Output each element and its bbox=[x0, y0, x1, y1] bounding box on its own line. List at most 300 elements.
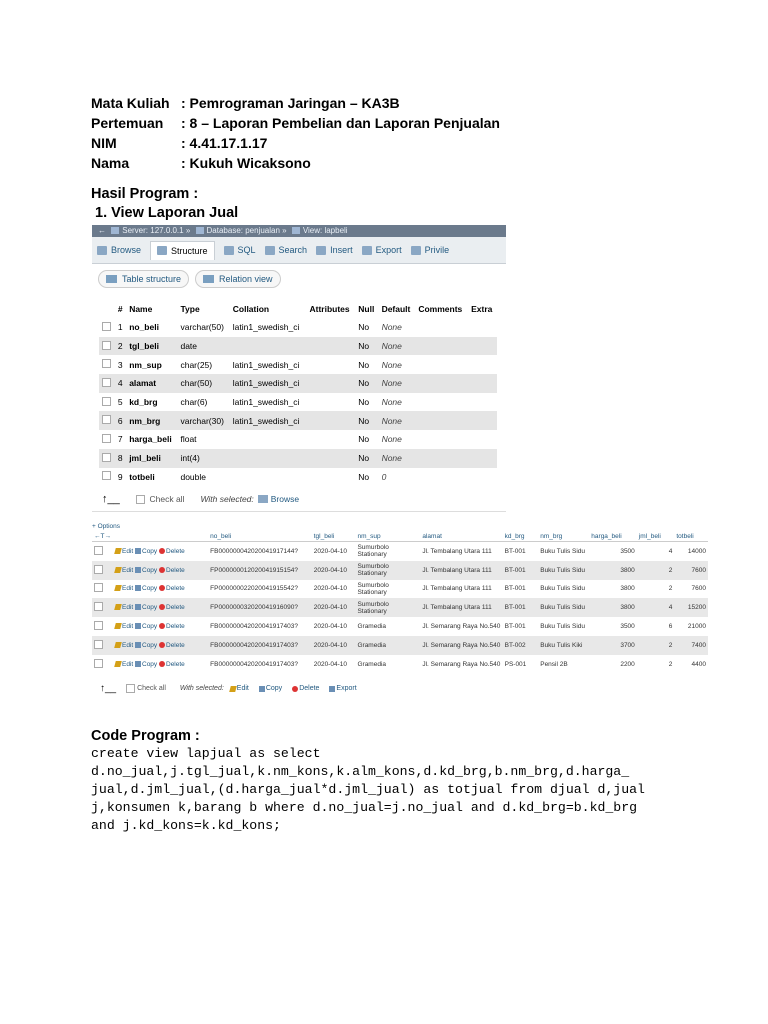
cell-nm-sup: Sumurbolo Stationary bbox=[355, 598, 420, 617]
delete-icon bbox=[292, 686, 298, 692]
column-default: 0 bbox=[379, 468, 416, 487]
row-number: 8 bbox=[115, 449, 126, 468]
cell-nm-brg: Buku Tulis Kiki bbox=[538, 636, 589, 655]
structure-footer bbox=[102, 493, 299, 505]
row-actions bbox=[113, 636, 208, 655]
header-key: Nama bbox=[91, 155, 130, 171]
row-checkbox[interactable] bbox=[94, 583, 103, 592]
column-attributes bbox=[307, 449, 356, 468]
row-checkbox[interactable] bbox=[94, 621, 103, 630]
tab-label: Browse bbox=[111, 245, 142, 255]
cell-no-beli: FB000000042020041917403? bbox=[208, 636, 312, 655]
copy-button[interactable]: Copy bbox=[142, 623, 158, 631]
check-all-checkbox[interactable] bbox=[126, 684, 135, 693]
cell-nm-sup: Gramedia bbox=[357, 623, 387, 631]
column-collation: latin1_swedish_ci bbox=[230, 355, 307, 374]
column-collation: latin1_swedish_ci bbox=[230, 393, 307, 412]
structure-row bbox=[99, 337, 497, 356]
code-program-heading: Code Program : bbox=[91, 728, 200, 744]
header-key: Pertemuan bbox=[91, 115, 164, 131]
column-attributes bbox=[307, 468, 356, 487]
column-default: None bbox=[379, 337, 416, 356]
breadcrumb-database[interactable]: Database: penjualan » bbox=[206, 226, 287, 235]
tab-structure[interactable] bbox=[150, 241, 215, 260]
delete-button[interactable]: Delete bbox=[166, 585, 185, 593]
row-actions bbox=[113, 561, 208, 580]
header-row-mata-kuliah bbox=[91, 93, 500, 113]
cell-harga-beli: 3800 bbox=[589, 598, 637, 617]
cell-kd-brg: BT-002 bbox=[503, 636, 539, 655]
edit-icon bbox=[114, 661, 122, 667]
cell-nm-sup: Sumurbolo Stationary bbox=[357, 581, 389, 596]
column-comments bbox=[415, 337, 468, 356]
tab-insert[interactable] bbox=[316, 245, 353, 255]
copy-button[interactable]: Copy bbox=[142, 547, 158, 555]
column-type: double bbox=[177, 468, 229, 487]
edit-icon bbox=[114, 604, 122, 610]
column-extra bbox=[468, 411, 497, 430]
column-comments bbox=[415, 374, 468, 393]
header-value: : 8 – Laporan Pembelian dan Laporan Penjualan bbox=[181, 115, 500, 131]
col-header: # bbox=[117, 304, 123, 314]
cell-nm-brg: Buku Tulis Sidu bbox=[540, 547, 586, 555]
column-null: No bbox=[355, 393, 378, 412]
structure-screenshot bbox=[92, 225, 506, 512]
copy-icon bbox=[135, 661, 141, 667]
view-laporan-jual-heading: 1. View Laporan Jual bbox=[95, 205, 239, 221]
column-type: varchar(50) bbox=[177, 318, 229, 337]
column-null: No bbox=[355, 411, 378, 430]
row-actions bbox=[113, 598, 208, 617]
row-checkbox[interactable] bbox=[94, 640, 103, 649]
copy-selected-button[interactable]: Copy bbox=[265, 685, 283, 692]
cell-alamat: Jl. Semarang Raya No.540 bbox=[422, 660, 501, 668]
col-header[interactable]: Collation bbox=[232, 304, 270, 314]
column-name: totbeli bbox=[126, 468, 177, 487]
row-actions bbox=[113, 580, 208, 599]
header-value: : Kukuh Wicaksono bbox=[181, 155, 311, 171]
cell-harga-beli: 3800 bbox=[620, 585, 635, 593]
cell-kd-brg: BT-001 bbox=[503, 561, 539, 580]
col-header[interactable]: nm_sup bbox=[355, 532, 420, 542]
browse-icon bbox=[258, 495, 268, 503]
tab-label: Search bbox=[278, 245, 308, 255]
column-comments bbox=[415, 411, 468, 430]
copy-icon bbox=[135, 567, 141, 573]
column-null: No bbox=[355, 337, 378, 356]
browse-button[interactable]: Browse bbox=[270, 494, 300, 504]
copy-icon bbox=[135, 604, 141, 610]
column-default: None bbox=[379, 449, 416, 468]
column-name: no_beli bbox=[126, 318, 177, 337]
subtab-label: Table structure bbox=[122, 274, 182, 284]
row-checkbox[interactable] bbox=[102, 341, 111, 350]
structure-row bbox=[99, 430, 497, 449]
delete-icon bbox=[159, 623, 165, 629]
view-icon bbox=[292, 227, 300, 234]
cell-totbeli: 21000 bbox=[687, 623, 706, 631]
subtab-relation-view[interactable] bbox=[195, 270, 281, 288]
row-number: 5 bbox=[115, 393, 126, 412]
row-actions bbox=[113, 542, 208, 561]
structure-icon bbox=[157, 246, 167, 255]
cell-kd-brg: PS-001 bbox=[504, 660, 527, 668]
column-extra bbox=[468, 468, 497, 487]
col-header[interactable]: Comments bbox=[418, 304, 463, 314]
header-value: : 4.41.17.1.17 bbox=[181, 135, 268, 151]
cell-alamat: Jl. Tembalang Utara 111 bbox=[420, 598, 502, 617]
edit-button[interactable]: Edit bbox=[121, 566, 134, 574]
server-icon bbox=[111, 227, 119, 234]
row-number: 9 bbox=[115, 468, 126, 487]
row-checkbox-cell bbox=[92, 561, 113, 580]
privileges-icon bbox=[411, 246, 421, 255]
check-all-label[interactable]: Check all bbox=[137, 685, 166, 692]
structure-row bbox=[99, 374, 497, 393]
table-row bbox=[92, 636, 708, 655]
column-name: nm_sup bbox=[126, 355, 177, 374]
delete-button[interactable]: Delete bbox=[166, 547, 185, 555]
column-collation bbox=[230, 449, 307, 468]
row-checkbox[interactable] bbox=[94, 602, 103, 611]
hasil-program-heading: Hasil Program : bbox=[91, 186, 199, 202]
cell-tgl-beli: 2020-04-10 bbox=[312, 598, 356, 617]
column-name: nm_brg bbox=[126, 411, 177, 430]
breadcrumb-server[interactable]: Server: 127.0.0.1 » bbox=[122, 226, 191, 235]
cell-totbeli: 7600 bbox=[691, 585, 706, 593]
subtab-table-structure[interactable] bbox=[98, 270, 189, 288]
tab-label: SQL bbox=[237, 245, 256, 255]
copy-button[interactable]: Copy bbox=[142, 566, 158, 574]
column-type: char(50) bbox=[177, 374, 229, 393]
cell-harga-beli: 3500 bbox=[620, 623, 635, 631]
cell-nm-sup: Gramedia bbox=[355, 636, 420, 655]
structure-table bbox=[99, 300, 497, 486]
data-screenshot bbox=[92, 523, 708, 703]
delete-button[interactable]: Delete bbox=[166, 641, 185, 649]
back-arrow-icon[interactable]: ← bbox=[98, 226, 106, 235]
row-checkbox[interactable] bbox=[94, 659, 103, 668]
cell-jml-beli: 6 bbox=[668, 623, 673, 631]
cell-kd-brg: BT-001 bbox=[503, 598, 539, 617]
row-checkbox[interactable] bbox=[102, 378, 111, 387]
column-comments bbox=[415, 468, 468, 487]
edit-button[interactable]: Edit bbox=[121, 547, 134, 555]
structure-header-row bbox=[99, 300, 497, 318]
table-row bbox=[92, 542, 708, 561]
table-row bbox=[92, 580, 708, 599]
column-collation: latin1_swedish_ci bbox=[230, 374, 307, 393]
cell-tgl-beli: 2020-04-10 bbox=[313, 585, 347, 593]
column-attributes bbox=[307, 374, 356, 393]
structure-row bbox=[99, 355, 497, 374]
row-number: 4 bbox=[115, 374, 126, 393]
row-checkbox-cell bbox=[99, 393, 115, 412]
column-type: float bbox=[177, 430, 229, 449]
delete-icon bbox=[159, 567, 165, 573]
copy-icon bbox=[135, 548, 141, 554]
row-checkbox-cell bbox=[99, 411, 115, 430]
column-attributes bbox=[307, 430, 356, 449]
column-null: No bbox=[355, 430, 378, 449]
column-extra bbox=[468, 337, 497, 356]
column-type: int(4) bbox=[177, 449, 229, 468]
cell-nm-brg: Buku Tulis Sidu bbox=[540, 585, 586, 593]
col-header[interactable]: kd_brg bbox=[503, 532, 539, 542]
column-name: alamat bbox=[126, 374, 177, 393]
col-header[interactable]: harga_beli bbox=[589, 532, 637, 542]
cell-alamat: Jl. Tembalang Utara 111 bbox=[420, 561, 502, 580]
tab-search[interactable] bbox=[265, 245, 308, 255]
column-default: None bbox=[379, 374, 416, 393]
row-checkbox[interactable] bbox=[94, 546, 103, 555]
row-checkbox[interactable] bbox=[102, 434, 111, 443]
column-attributes bbox=[307, 355, 356, 374]
select-arrow-icon: ↑__ bbox=[102, 493, 120, 505]
column-attributes bbox=[307, 411, 356, 430]
column-collation: latin1_swedish_ci bbox=[230, 318, 307, 337]
cell-nm-sup: Gramedia bbox=[357, 660, 387, 668]
column-attributes bbox=[307, 337, 356, 356]
cell-no-beli: FB000000042020041917403? bbox=[210, 623, 299, 631]
col-header[interactable]: Name bbox=[129, 304, 153, 314]
data-footer bbox=[100, 683, 367, 694]
copy-button[interactable]: Copy bbox=[142, 604, 158, 612]
search-icon bbox=[265, 246, 275, 255]
header-row-nim bbox=[91, 133, 500, 153]
table-row bbox=[92, 655, 708, 674]
table-row bbox=[92, 561, 708, 580]
actions-col bbox=[113, 532, 208, 542]
edit-icon bbox=[114, 548, 122, 554]
check-all-checkbox[interactable] bbox=[136, 495, 145, 504]
copy-icon bbox=[135, 585, 141, 591]
main-tabs bbox=[92, 237, 506, 264]
data-table bbox=[92, 532, 708, 674]
cell-tgl-beli: 2020-04-10 bbox=[312, 561, 356, 580]
cell-tgl-beli: 2020-04-10 bbox=[312, 636, 356, 655]
row-actions bbox=[113, 617, 208, 636]
header-key: NIM bbox=[91, 135, 117, 151]
edit-button[interactable]: Edit bbox=[121, 660, 134, 668]
col-header[interactable]: totbeli bbox=[674, 532, 708, 542]
column-collation bbox=[230, 430, 307, 449]
column-type: char(6) bbox=[177, 393, 229, 412]
row-checkbox-cell bbox=[99, 355, 115, 374]
cell-no-beli: FP000000032020041916090? bbox=[208, 598, 312, 617]
sql-icon bbox=[224, 246, 234, 255]
col-header[interactable]: jml_beli bbox=[637, 532, 675, 542]
cell-tgl-beli: 2020-04-10 bbox=[313, 660, 347, 668]
copy-icon bbox=[135, 642, 141, 648]
header-value: : Pemrograman Jaringan – KA3B bbox=[181, 95, 400, 111]
delete-icon bbox=[159, 604, 165, 610]
subtab-label: Relation view bbox=[219, 274, 273, 284]
row-checkbox-cell bbox=[92, 598, 113, 617]
col-header[interactable]: Attributes bbox=[309, 304, 350, 314]
column-extra bbox=[468, 374, 497, 393]
delete-button[interactable]: Delete bbox=[166, 660, 185, 668]
col-header[interactable]: Null bbox=[358, 304, 375, 314]
copy-button[interactable]: Copy bbox=[142, 660, 158, 668]
tab-privileges[interactable] bbox=[411, 245, 450, 255]
sub-tabs bbox=[92, 264, 506, 294]
data-header-row bbox=[92, 532, 708, 542]
edit-button[interactable]: Edit bbox=[121, 623, 134, 631]
edit-selected-button[interactable]: Edit bbox=[236, 685, 249, 692]
copy-icon bbox=[135, 623, 141, 629]
cell-totbeli: 15200 bbox=[674, 598, 708, 617]
column-null: No bbox=[355, 318, 378, 337]
cell-alamat: Jl. Semarang Raya No.540 bbox=[422, 623, 501, 631]
delete-icon bbox=[159, 585, 165, 591]
structure-row bbox=[99, 318, 497, 337]
cell-tgl-beli: 2020-04-10 bbox=[313, 547, 347, 555]
col-header[interactable]: alamat bbox=[420, 532, 502, 542]
column-extra bbox=[468, 318, 497, 337]
relation-view-icon bbox=[203, 275, 214, 283]
row-checkbox-cell bbox=[92, 617, 113, 636]
column-extra bbox=[468, 393, 497, 412]
row-number: 2 bbox=[115, 337, 126, 356]
row-checkbox-cell bbox=[99, 374, 115, 393]
column-null: No bbox=[355, 355, 378, 374]
checkbox-col bbox=[99, 300, 115, 318]
cell-jml-beli: 2 bbox=[668, 660, 673, 668]
nav-col bbox=[92, 532, 113, 542]
edit-icon bbox=[114, 642, 122, 648]
copy-button[interactable]: Copy bbox=[142, 585, 158, 593]
cell-harga-beli: 3500 bbox=[620, 547, 635, 555]
row-number: 3 bbox=[115, 355, 126, 374]
options-link[interactable]: + Options bbox=[92, 523, 121, 530]
column-null: No bbox=[355, 449, 378, 468]
cell-nm-brg: Buku Tulis Sidu bbox=[538, 598, 589, 617]
select-arrow-icon: ↑__ bbox=[100, 683, 117, 694]
cell-nm-brg: Buku Tulis Sidu bbox=[538, 561, 589, 580]
tab-browse[interactable] bbox=[97, 245, 141, 255]
cell-jml-beli: 2 bbox=[668, 585, 673, 593]
tab-label: Insert bbox=[330, 245, 353, 255]
cell-jml-beli: 2 bbox=[637, 636, 675, 655]
copy-button[interactable]: Copy bbox=[142, 641, 158, 649]
table-structure-icon bbox=[106, 275, 117, 283]
column-collation bbox=[230, 337, 307, 356]
cell-totbeli: 7400 bbox=[674, 636, 708, 655]
row-checkbox[interactable] bbox=[94, 565, 103, 574]
header-key: Mata Kuliah bbox=[91, 95, 170, 111]
row-number: 6 bbox=[115, 411, 126, 430]
row-checkbox-cell bbox=[99, 468, 115, 487]
cell-alamat: Jl. Tembalang Utara 111 bbox=[422, 547, 492, 555]
row-checkbox-cell bbox=[92, 542, 113, 561]
column-name: harga_beli bbox=[126, 430, 177, 449]
delete-selected-button[interactable]: Delete bbox=[299, 685, 320, 692]
header-row-pertemuan bbox=[91, 113, 500, 133]
column-default: None bbox=[379, 355, 416, 374]
row-checkbox[interactable] bbox=[102, 359, 111, 368]
tab-sql[interactable] bbox=[224, 245, 256, 255]
cell-no-beli: FB000000042020041917144? bbox=[210, 547, 299, 555]
cell-nm-sup: Sumurbolo Stationary bbox=[357, 544, 389, 559]
cell-tgl-beli: 2020-04-10 bbox=[313, 623, 347, 631]
breadcrumb-view[interactable]: View: lapbeli bbox=[302, 226, 348, 235]
cell-kd-brg: BT-001 bbox=[504, 547, 526, 555]
row-checkbox-cell bbox=[92, 655, 113, 674]
column-collation: latin1_swedish_ci bbox=[230, 411, 307, 430]
delete-button[interactable]: Delete bbox=[166, 623, 185, 631]
delete-button[interactable]: Delete bbox=[166, 566, 185, 574]
check-all-label[interactable]: Check all bbox=[149, 494, 185, 504]
row-checkbox-cell bbox=[99, 449, 115, 468]
column-extra bbox=[468, 449, 497, 468]
row-checkbox[interactable] bbox=[102, 397, 111, 406]
col-header[interactable]: Extra bbox=[471, 304, 493, 314]
cell-nm-brg: Buku Tulis Sidu bbox=[540, 623, 586, 631]
tab-label: Structure bbox=[171, 245, 208, 256]
edit-button[interactable]: Edit bbox=[121, 585, 134, 593]
cell-jml-beli: 4 bbox=[637, 598, 675, 617]
header-row-nama bbox=[91, 153, 500, 173]
nav-arrows[interactable]: ←T→ bbox=[94, 533, 111, 540]
tab-export[interactable] bbox=[362, 245, 402, 255]
delete-icon bbox=[159, 661, 165, 667]
export-icon bbox=[329, 686, 335, 692]
column-name: jml_beli bbox=[126, 449, 177, 468]
column-comments bbox=[415, 393, 468, 412]
row-checkbox[interactable] bbox=[102, 453, 111, 462]
cell-jml-beli: 2 bbox=[637, 561, 675, 580]
cell-totbeli: 14000 bbox=[687, 547, 706, 555]
row-checkbox[interactable] bbox=[102, 471, 111, 480]
row-number: 7 bbox=[115, 430, 126, 449]
table-row bbox=[92, 617, 708, 636]
col-header[interactable]: Default bbox=[381, 304, 411, 314]
row-checkbox[interactable] bbox=[102, 322, 111, 331]
column-default: None bbox=[379, 411, 416, 430]
delete-icon bbox=[159, 548, 165, 554]
column-comments bbox=[415, 318, 468, 337]
cell-nm-brg: Pensil 2B bbox=[540, 660, 568, 668]
column-default: None bbox=[379, 393, 416, 412]
col-header[interactable]: no_beli bbox=[208, 532, 312, 542]
edit-icon bbox=[229, 686, 237, 692]
structure-row bbox=[99, 449, 497, 468]
tab-label: Export bbox=[375, 245, 402, 255]
column-comments bbox=[415, 355, 468, 374]
edit-button[interactable]: Edit bbox=[121, 604, 134, 612]
table-row bbox=[92, 598, 708, 617]
edit-button[interactable]: Edit bbox=[121, 641, 134, 649]
row-checkbox-cell bbox=[99, 337, 115, 356]
row-checkbox-cell bbox=[99, 430, 115, 449]
column-null: No bbox=[355, 468, 378, 487]
export-selected-button[interactable]: Export bbox=[336, 685, 357, 692]
column-comments bbox=[415, 449, 468, 468]
col-header[interactable]: nm_brg bbox=[538, 532, 589, 542]
export-icon bbox=[362, 246, 372, 255]
insert-icon bbox=[316, 246, 326, 255]
column-type: varchar(30) bbox=[177, 411, 229, 430]
delete-icon bbox=[159, 642, 165, 648]
row-checkbox[interactable] bbox=[102, 415, 111, 424]
browse-icon bbox=[97, 246, 107, 255]
delete-button[interactable]: Delete bbox=[166, 604, 185, 612]
col-header[interactable]: Type bbox=[180, 304, 200, 314]
col-header[interactable]: tgl_beli bbox=[312, 532, 356, 542]
column-name: tgl_beli bbox=[126, 337, 177, 356]
cell-nm-sup: Sumurbolo Stationary bbox=[355, 561, 420, 580]
